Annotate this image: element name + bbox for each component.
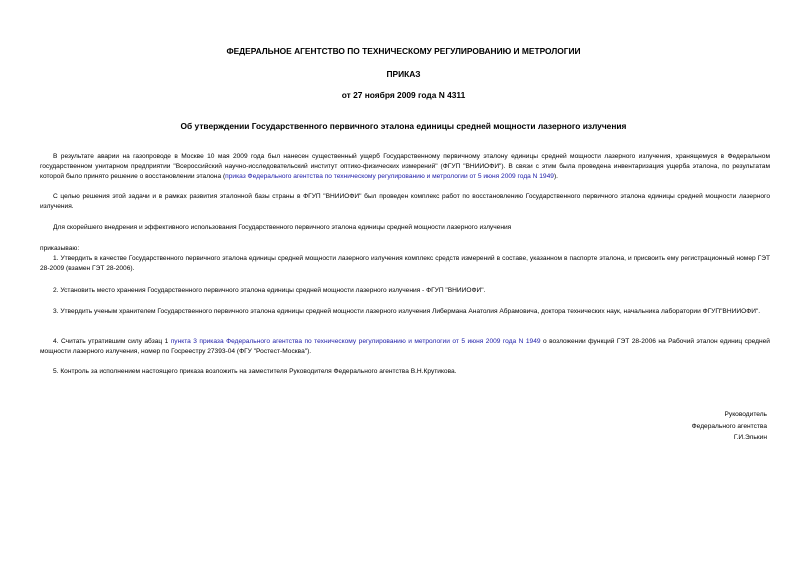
order-item-3: 3. Утвердить ученым хранителем Государственного первичного эталона единицы средней мощности лазерного излучения Либермана Анатолия Абрамовича, доктора технических наук, начальника лаборатории ФГУП"ВНИИОФИ". (53, 308, 761, 315)
order-item-4 (40, 337, 770, 357)
paragraph-1 (40, 152, 770, 181)
signature-block (692, 409, 767, 444)
signature-name: Г.И.Элькин (733, 434, 767, 441)
order-item-5: 5. Контроль за исполнением настоящего приказа возложить на заместителя Руководителя Федерального агентства В.Н.Крутикова. (53, 368, 457, 375)
order-item-4-text: 4. Считать утратившим силу абзац 1 (53, 338, 171, 345)
paragraph-3: Для скорейшего внедрения и эффективного использования Государственного первичного эталона единицы средней мощности лазерного излучения (53, 224, 512, 231)
document-date-number: от 27 ноября 2009 года N 4311 (341, 90, 466, 100)
document-title: Об утверждении Государственного первичного эталона единицы средней мощности лазерного излучения (180, 121, 627, 131)
signature-organization: Федерального агентства (691, 422, 767, 430)
order-1949-link[interactable]: приказ Федерального агентства по техническому регулированию и метрологии от 5 июня 2009 года N 1949 (225, 172, 554, 180)
document-type: ПРИКАЗ (386, 69, 421, 79)
paragraph-1-text: В результате аварии на газопроводе в Москве 10 мая 2009 года был нанесен существенный ущерб Государственному первичному эталону единицы средней мощности лазерного излучения, хранящемуся в Федеральном государственном унитарном предприятии "Всероссийский научно-исследовательский институт оптико-физических измерений" (ФГУП "ВНИИОФИ"). В связи с этим была проведена инвентаризация ущерба эталона, по результатам которой было принято решение о восстановлении эталона ( (40, 153, 770, 180)
paragraph-2: С целью решения этой задачи и в рамках развития эталонной базы страны в ФГУП "ВНИИОФИ" был проведен комплекс работ по восстановлению Государственного первичного эталона единицы средней мощности лазерного излучения. (40, 193, 770, 210)
order-item-1: 1. Утвердить в качестве Государственного первичного эталона единицы средней мощности лазерного излучения комплекс средств измерений в составе, указанном в паспорте эталона, и присвоить ему регистрационный номер ГЭТ 28-2009 (взамен ГЭТ 28-2006). (40, 255, 770, 272)
signature-position: Руководитель (724, 411, 767, 418)
order-item-4-end: о возложении функций ГЭТ 28-2006 на Рабочий эталон единиц средней мощности лазерного излучения, номер по Госреестру 27393-04 (ФГУ "Ростест-Москва"). (40, 338, 770, 355)
order-1949-clause-link[interactable]: пункта 3 приказа Федерального агентства по техническому регулированию и метрологии от 5 июня 2009 года N 1949 (170, 338, 541, 345)
order-phrase: приказываю: (40, 245, 80, 252)
order-item-2: 2. Установить место хранения Государственного первичного эталона единицы средней мощности лазерного излучения - ФГУП "ВНИИОФИ". (53, 287, 486, 294)
paragraph-1-end: ). (553, 172, 558, 180)
agency-name: ФЕДЕРАЛЬНОЕ АГЕНТСТВО ПО ТЕХНИЧЕСКОМУ РЕГУЛИРОВАНИЮ И МЕТРОЛОГИИ (226, 46, 581, 56)
